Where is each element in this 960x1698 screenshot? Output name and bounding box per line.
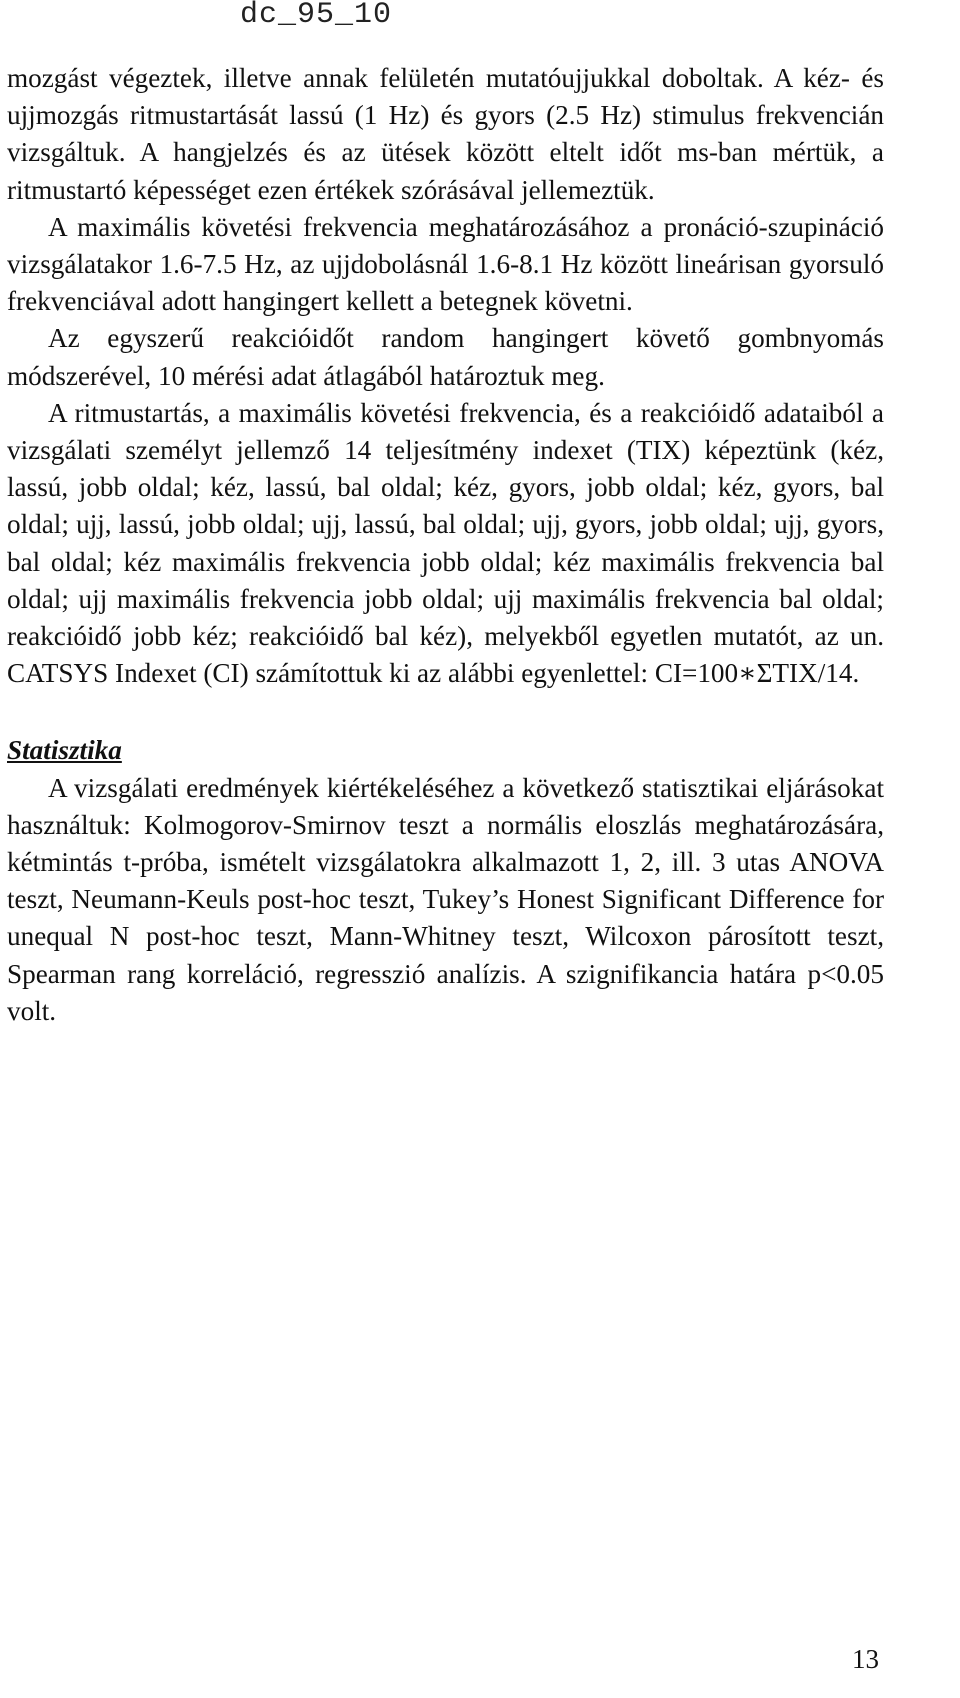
- paragraph-reaction-time: Az egyszerű reakcióidőt random hangingert követő gombnyomás módszerével, 10 mérési adat átlagából határoztuk meg.: [7, 323, 884, 391]
- section-heading-statisztika: Statisztika: [7, 735, 122, 766]
- paragraph-max-frequency: A maximális követési frekvencia meghatározásához a pronáció-szupináció vizsgálatakor 1.6-7.5 Hz, az ujjdobolásnál 1.6-8.1 Hz között lineárisan gyorsuló frekvenciával adott hangingert kellett a betegnek követni.: [7, 211, 884, 317]
- paragraph-continuation: mozgást végeztek, illetve annak felületén mutatóujjukkal doboltak. A kéz- és ujjmozgás ritmustartását lassú (1 Hz) és gyors (2.5 Hz) stimulus frekvencián vizsgáltuk. A hangjelzés és az ütések között eltelt időt ms-ban mértük, a ritmustartó képességet ezen értékek szórásával jellemeztük.: [7, 63, 884, 205]
- document-id-header: dc_95_10: [240, 0, 393, 32]
- paragraph-statistics: A vizsgálati eredmények kiértékeléséhez a következő statisztikai eljárásokat használtuk: Kolmogorov-Smirnov teszt a normális eloszlás meghatározására, kétmintás t-próba, ismételt vizsgálatokra alkalmazott 1, 2, ill. 3 utas ANOVA teszt, Neumann-Keuls post-hoc teszt, Tukey’s Honest Significant Difference for unequal N post-hoc teszt, Mann-Whitney teszt, Wilcoxon párosított teszt, Spearman rang korreláció, regresszió analízis. A szignifikancia határa p<0.05 volt.: [7, 772, 884, 1026]
- page-number: 13: [852, 1644, 879, 1674]
- paragraph-catsys-index: A ritmustartás, a maximális követési frekvencia, és a reakcióidő adataiból a vizsgálati személyt jellemző 14 teljesítmény indexet (TIX) képeztünk (kéz, lassú, jobb oldal; kéz, lassú, bal oldal; kéz, gyors, jobb oldal; kéz, gyors, bal oldal; ujj, lassú, jobb oldal; ujj, lassú, bal oldal; ujj, gyors, jobb oldal; ujj, gyors, bal oldal; kéz maximális frekvencia jobb oldal; kéz maximális frekvencia bal oldal; ujj maximális frekvencia jobb oldal; ujj maximális frekvencia bal oldal; reakcióidő jobb kéz; reakcióidő bal kéz), melyekből egyetlen mutatót, az un. CATSYS Indexet (CI) számítottuk ki az alábbi egyenlettel: CI=100∗ΣTIX/14.: [7, 397, 884, 689]
- page-body: [7, 60, 884, 1030]
